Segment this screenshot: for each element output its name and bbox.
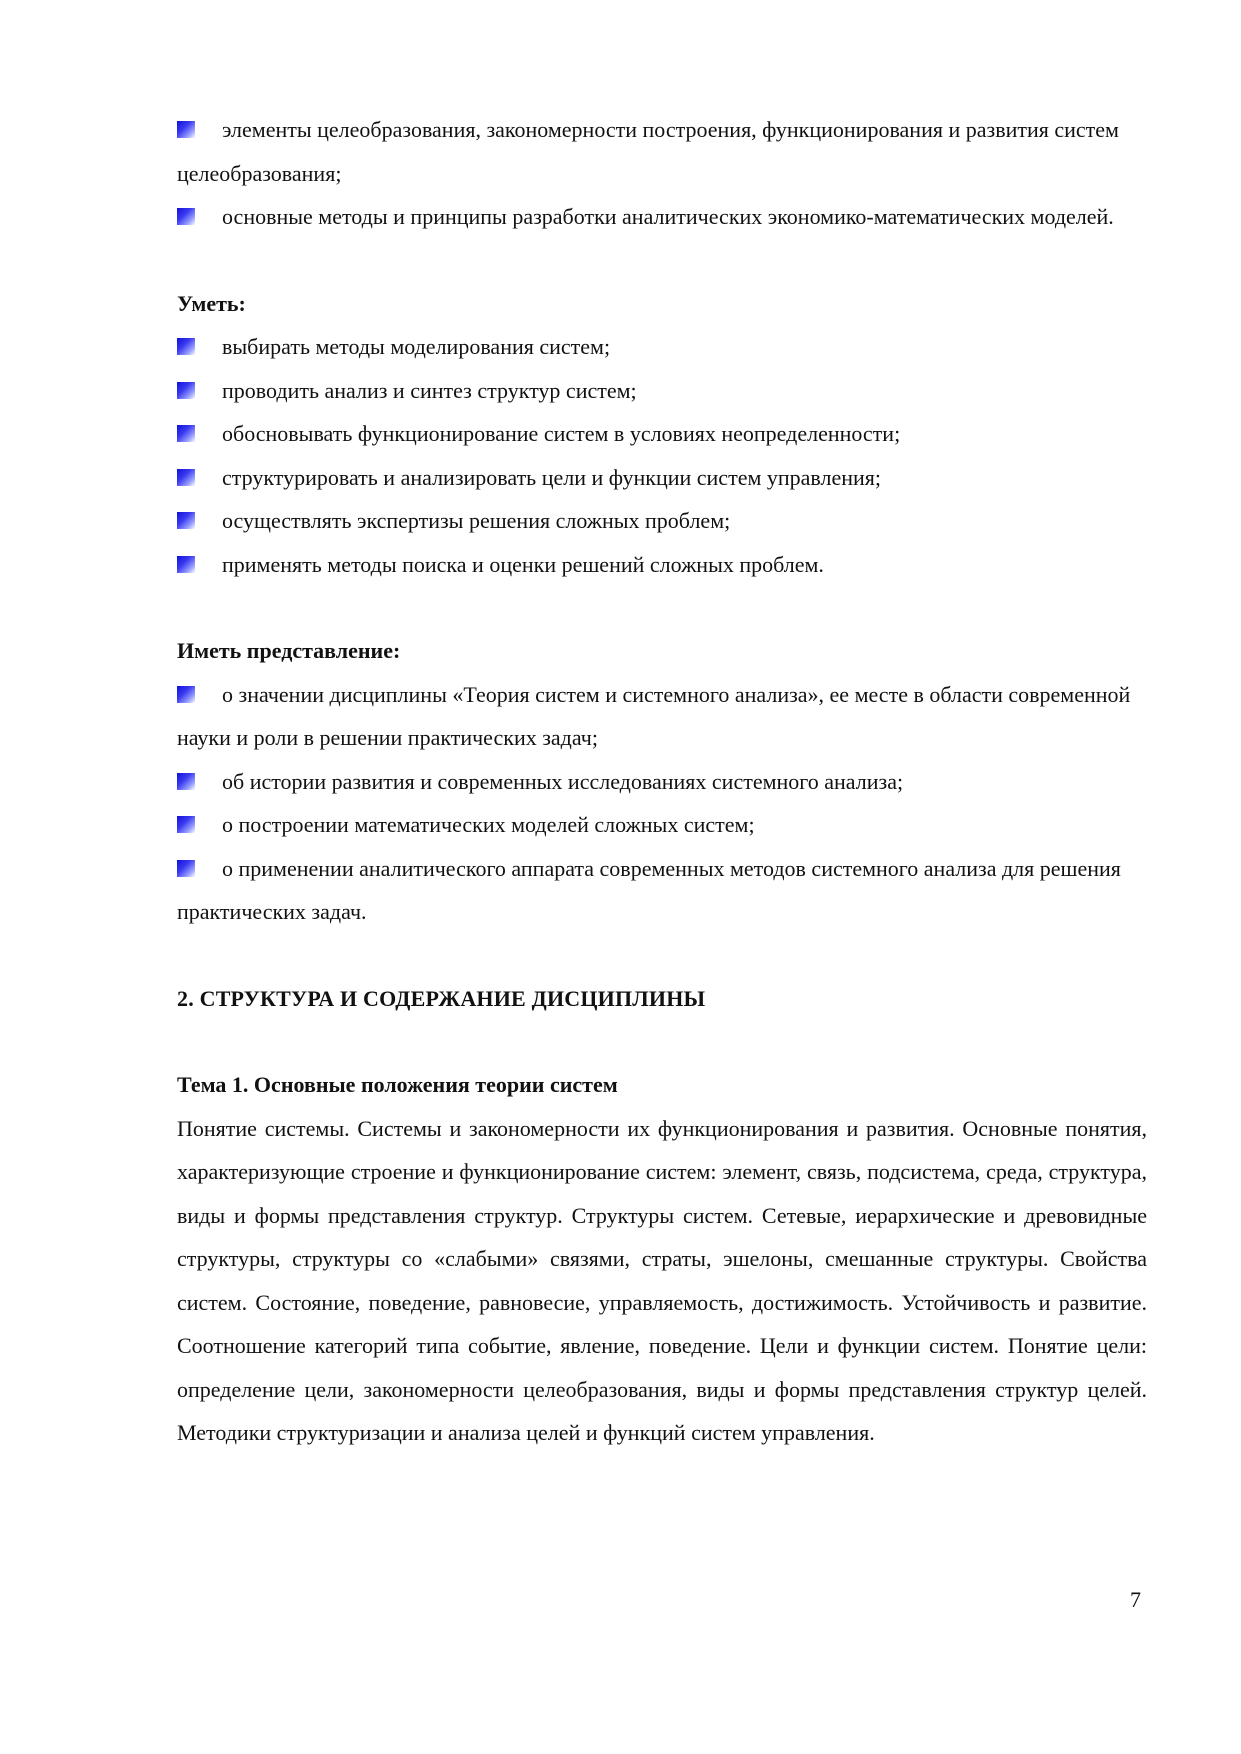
square-bullet-icon [177, 382, 195, 399]
list-item-text: о построении математических моделей сложных систем; [222, 812, 755, 837]
square-bullet-icon [177, 556, 195, 573]
list-item [177, 456, 1147, 500]
square-bullet-icon [177, 121, 195, 138]
list-item-text: основные методы и принципы разработки аналитических экономико-математических моделей. [222, 204, 1114, 229]
list-item [177, 673, 1147, 760]
square-bullet-icon [177, 425, 195, 442]
list-item-text: об истории развития и современных исследованиях системного анализа; [222, 768, 904, 794]
list-item-text: проводить анализ и синтез структур систем; [222, 377, 637, 403]
list-item-text: осуществлять экспертизы решения сложных проблем; [222, 508, 731, 533]
list-item [177, 412, 1147, 456]
list-item-text: структурировать и анализировать цели и функции систем управления; [222, 464, 882, 490]
square-bullet-icon [177, 816, 195, 833]
topic-heading: Тема 1. Основные положения теории систем [177, 1072, 618, 1097]
section-heading: 2. СТРУКТУРА И СОДЕРЖАНИЕ ДИСЦИПЛИНЫ [177, 985, 706, 1011]
list-item [177, 108, 1147, 195]
document-page [177, 108, 1147, 1455]
list-item [177, 803, 1147, 847]
list-item [177, 195, 1147, 239]
list-item [177, 325, 1147, 369]
list-item [177, 369, 1147, 413]
square-bullet-icon [177, 338, 195, 355]
list-item [177, 543, 1147, 587]
list-item-text: применять методы поиска и оценки решений сложных проблем. [222, 551, 824, 577]
square-bullet-icon [177, 860, 195, 877]
list-item-text: элементы целеобразования, закономерности построения, функционирования и развития систем целеобразования; [177, 117, 1119, 186]
list-item-text: выбирать методы моделирования систем; [222, 334, 611, 359]
square-bullet-icon [177, 512, 195, 529]
umet-heading: Уметь: [177, 290, 246, 316]
list-item [177, 760, 1147, 804]
list-item-text: о значении дисциплины «Теория систем и системного анализа», ее месте в области современной науки и роли в решении практических задач; [177, 681, 1131, 750]
topic-paragraph: Понятие системы. Системы и закономерности их функционирования и развития. Основные понятия, характеризующие строение и функционирование систем: элемент, связь, подсистема, среда, структура, виды и формы представления структур. Структуры систем. Сетевые, иерархические и древовидные структуры, структуры со «слабыми» связями, страты, эшелоны, смешанные структуры. Свойства систем. Состояние, поведение, равновесие, управляемость, достижимость. Устойчивость и развитие. Соотношение категорий типа событие, явление, поведение. Цели и функции систем. Понятие цели: определение цели, закономерности целеобразования, виды и формы представления структур целей. Методики структуризации и анализа целей и функций систем управления. [177, 1115, 1147, 1445]
list-item [177, 847, 1147, 934]
square-bullet-icon [177, 773, 195, 790]
list-item [177, 499, 1147, 543]
square-bullet-icon [177, 686, 195, 703]
imet-heading: Иметь представление: [177, 638, 401, 663]
square-bullet-icon [177, 469, 195, 486]
square-bullet-icon [177, 208, 195, 225]
page-number: 7 [1130, 1587, 1141, 1612]
list-item-text: о применении аналитического аппарата современных методов системного анализа для решения практических задач. [177, 855, 1121, 924]
list-item-text: обосновывать функционирование систем в условиях неопределенности; [222, 421, 901, 446]
